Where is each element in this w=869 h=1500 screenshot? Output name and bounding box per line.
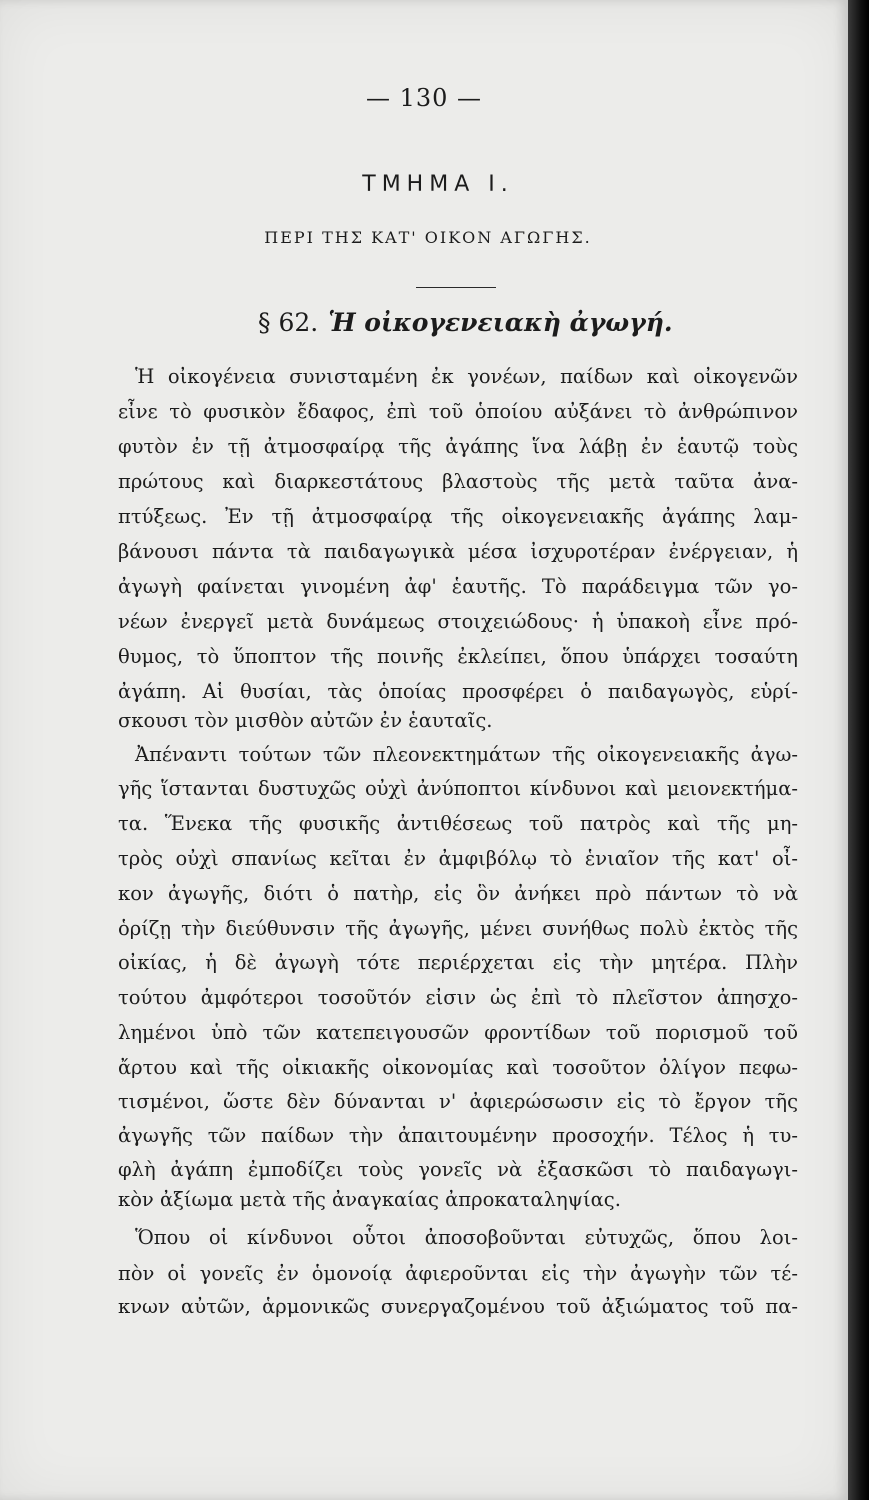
text-line: θυμος, τὸ ὕποπτον τῆς ποινῆς ἐκλείπει, ὅπου ὑπάρχει τοσαύτη (118, 645, 798, 668)
text-line: λημένοι ὑπὸ τῶν κατεπειγουσῶν φροντίδων τοῦ πορισμοῦ τοῦ (118, 1021, 798, 1044)
text-line: ἄρτου καὶ τῆς οἰκιακῆς οἰκονομίας καὶ τοσοῦτον ὀλίγον πεφω- (118, 1056, 798, 1079)
text-line: γῆς ἵστανται δυστυχῶς οὐχὶ ἀνύποπτοι κίνδυνοι καὶ μειονεκτήμα- (118, 777, 798, 800)
text-line: κον ἀγωγῆς, διότι ὁ πατὴρ, εἰς ὃν ἀνήκει πρὸ πάντων τὸ νὰ (118, 882, 798, 905)
paragraph-heading (258, 308, 673, 337)
text-line: τούτου ἀμφότεροι τοσοῦτόν εἰσιν ὡς ἐπὶ τὸ πλεῖστον ἀπησχο- (118, 986, 798, 1009)
text-line: ὁρίζῃ τὴν διεύθυνσιν τῆς ἀγωγῆς, μένει συνήθως πολὺ ἐκτὸς τῆς (118, 917, 798, 940)
text-line: φλὴ ἀγάπη ἐμποδίζει τοὺς γονεῖς νὰ ἐξασκῶσι τὸ παιδαγωγι- (118, 1158, 798, 1181)
paragraph-title: Ἡ οἰκογενειακὴ ἀγωγή. (328, 308, 673, 337)
text-line: ἀγωγὴ φαίνεται γινομένη ἀφ' ἑαυτῆς. Τὸ παράδειγμα τῶν γο- (118, 575, 798, 598)
text-line: Ὅπου οἱ κίνδυνοι οὗτοι ἀποσοβοῦνται εὐτυχῶς, ὅπου λοι- (135, 1226, 798, 1249)
text-line: βάνουσι πάντα τὰ παιδαγωγικὰ μέσα ἰσχυροτέραν ἐνέργειαν, ἡ (118, 540, 798, 563)
text-line: Ἀπέναντι τούτων τῶν πλεονεκτημάτων τῆς οἰκογενειακῆς ἀγω- (135, 743, 798, 766)
page-number: — 130 — (365, 84, 483, 112)
text-line: Ἡ οἰκογένεια συνισταμένη ἐκ γονέων, παίδων καὶ οἰκογενῶν (135, 365, 798, 388)
section-subtitle: ΠΕΡΙ ΤΗΣ ΚΑΤ' ΟΙΚΟΝ ΑΓΩΓΗΣ. (264, 228, 592, 247)
text-line: σκουσι τὸν μισθὸν αὐτῶν ἐν ἑαυταῖς. (118, 709, 493, 732)
text-line: οἰκίας, ἡ δὲ ἀγωγὴ τότε περιέρχεται εἰς τὴν μητέρα. Πλὴν (118, 951, 798, 974)
text-line: πρώτους καὶ διαρκεστάτους βλαστοὺς τῆς μετὰ ταῦτα ἀνα- (118, 470, 798, 493)
text-line: κὸν ἀξίωμα μετὰ τῆς ἀναγκαίας ἀπροκαταληψίας. (118, 1188, 621, 1211)
text-line: πὸν οἱ γονεῖς ἐν ὁμονοίᾳ ἀφιεροῦνται εἰς τὴν ἀγωγὴν τῶν τέ- (118, 1262, 798, 1285)
text-line: εἶνε τὸ φυσικὸν ἔδαφος, ἐπὶ τοῦ ὁποίου αὐξάνει τὸ ἀνθρώπινον (118, 400, 798, 423)
text-line: πτύξεως. Ἐν τῇ ἀτμοσφαίρᾳ τῆς οἰκογενειακῆς ἀγάπης λαμ- (118, 505, 798, 528)
section-heading: ΤΜΗΜΑ Ι. (362, 172, 514, 197)
text-line: νέων ἐνεργεῖ μετὰ δυνάμεως στοιχειώδους· ἡ ὑπακοὴ εἶνε πρό- (118, 610, 798, 633)
page-edge-shadow (848, 0, 869, 1500)
text-line: κνων αὐτῶν, ἁρμονικῶς συνεργαζομένου τοῦ ἀξιώματος τοῦ πα- (118, 1295, 798, 1318)
text-line: τρὸς οὐχὶ σπανίως κεῖται ἐν ἀμφιβόλῳ τὸ ἑνιαῖον τῆς κατ' οἶ- (118, 847, 798, 870)
text-line: τισμένοι, ὥστε δὲν δύνανται ν' ἀφιερώσωσιν εἰς τὸ ἔργον τῆς (118, 1090, 798, 1113)
text-line: ἀγωγῆς τῶν παίδων τὴν ἀπαιτουμένην προσοχήν. Τέλος ἡ τυ- (118, 1124, 798, 1147)
paragraph-number: § 62. (258, 308, 319, 337)
heading-divider (416, 287, 496, 288)
text-line: τα. Ἕνεκα τῆς φυσικῆς ἀντιθέσεως τοῦ πατρὸς καὶ τῆς μη- (118, 812, 798, 835)
text-line: ἀγάπη. Αἱ θυσίαι, τὰς ὁποίας προσφέρει ὁ παιδαγωγὸς, εὑρί- (118, 680, 798, 703)
text-line: φυτὸν ἐν τῇ ἀτμοσφαίρᾳ τῆς ἀγάπης ἵνα λάβῃ ἐν ἑαυτῷ τοὺς (118, 435, 798, 458)
